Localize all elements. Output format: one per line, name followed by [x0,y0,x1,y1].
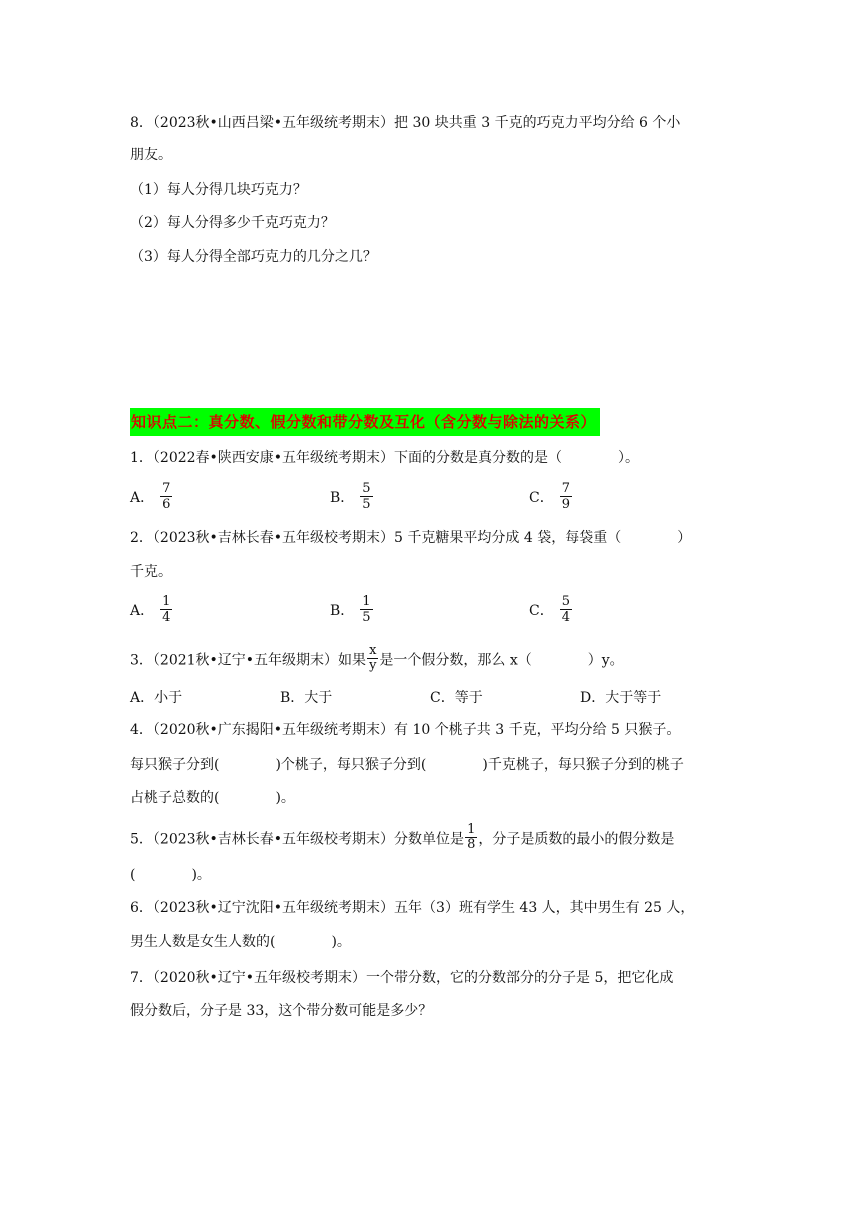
q8-sub-2: （2）每人分得多少千克巧克力？ [130,215,335,231]
option-label: B． [330,602,355,619]
q8-sub-1: （1）每人分得几块巧克力？ [130,182,307,198]
q8-line-1: 8．（2023秋•山西吕梁•五年级统考期末）把 30 块共重 3 千克的巧克力平均分给 6 个小 [130,115,681,131]
q1-text: 1．（2022春•陕西安康•五年级统考期末）下面的分数是真分数的是（ ）。 [130,450,640,466]
q2-option-a [130,594,172,625]
q3-text-before: 3．（2021秋•辽宁•五年级期末）如果 [130,652,367,669]
q2-line-1: 2．（2023秋•吉林长春•五年级校考期末）5 千克糖果平均分成 4 袋，每袋重（ ） [130,530,692,546]
xy-fraction [367,644,378,673]
q6-line-1: 6．（2023秋•辽宁沈阳•五年级统考期末）五年（3）班有学生 43 人，其中男生有 25 人， [130,900,695,916]
fraction [160,481,172,512]
denominator: y [369,658,377,673]
q2-option-b [330,594,373,625]
q7-line-1: 7．（2020秋•辽宁•五年级校考期末）一个带分数，它的分数部分的分子是 5，把它化成 [130,970,674,986]
denominator: 5 [362,497,371,512]
q3-option-d: D．大于等于 [580,690,662,706]
numerator: x [369,643,377,658]
numerator: 1 [362,594,371,609]
q7-line-2: 假分数后，分子是 33，这个带分数可能是多少？ [130,1003,433,1019]
q3-option-a: A．小于 [130,690,183,706]
option-label: B． [330,489,355,506]
q8-line-2: 朋友。 [130,147,172,163]
q3-text [130,643,624,675]
denominator: 6 [162,497,171,512]
option-label: C． [529,489,554,506]
denominator: 5 [362,610,371,625]
q3-option-c: C．等于 [430,690,483,706]
q1-option-a [130,481,172,512]
numerator: 5 [561,594,570,609]
numerator: 7 [561,481,570,496]
q1-option-b [330,481,373,512]
fraction [560,594,572,625]
fraction [560,481,572,512]
denominator: 8 [467,837,476,852]
unit-fraction [465,823,477,852]
q1-option-c [529,481,572,512]
q5-text-after: ，分子是质数的最小的假分数是 [478,831,675,848]
q4-line-1: 4．（2020秋•广东揭阳•五年级统考期末）有 10 个桃子共 3 千克，平均分给 5 只猴子。 [130,722,681,738]
q3-option-b: B．大于 [280,690,333,706]
option-label: C． [529,602,554,619]
section-heading: 知识点二：真分数、假分数和带分数及互化（含分数与除法的关系） [130,408,600,436]
fraction [360,481,372,512]
q2-option-c [529,594,572,625]
numerator: 7 [162,481,171,496]
denominator: 4 [162,610,171,625]
q2-line-2: 千克。 [130,564,172,580]
fraction [360,594,372,625]
denominator: 9 [561,497,570,512]
q6-line-2: 男生人数是女生人数的( )。 [130,934,351,950]
q4-line-3: 占桃子总数的( )。 [130,790,295,806]
q5-line-1 [130,822,675,854]
numerator: 5 [362,481,371,496]
q8-sub-3: （3）每人分得全部巧克力的几分之几？ [130,249,377,265]
numerator: 1 [467,822,476,837]
numerator: 1 [162,594,171,609]
option-label: A． [130,602,155,619]
q3-text-after: 是一个假分数，那么 x（ ）y。 [379,652,624,669]
q5-line-2: ( )。 [130,867,211,883]
denominator: 4 [561,610,570,625]
q4-line-2: 每只猴子分到( )个桃子，每只猴子分到( )千克桃子，每只猴子分到的桃子 [130,757,684,773]
q5-text-before: 5．（2023秋•吉林长春•五年级校考期末）分数单位是 [130,831,465,848]
option-label: A． [130,489,155,506]
fraction [160,594,172,625]
